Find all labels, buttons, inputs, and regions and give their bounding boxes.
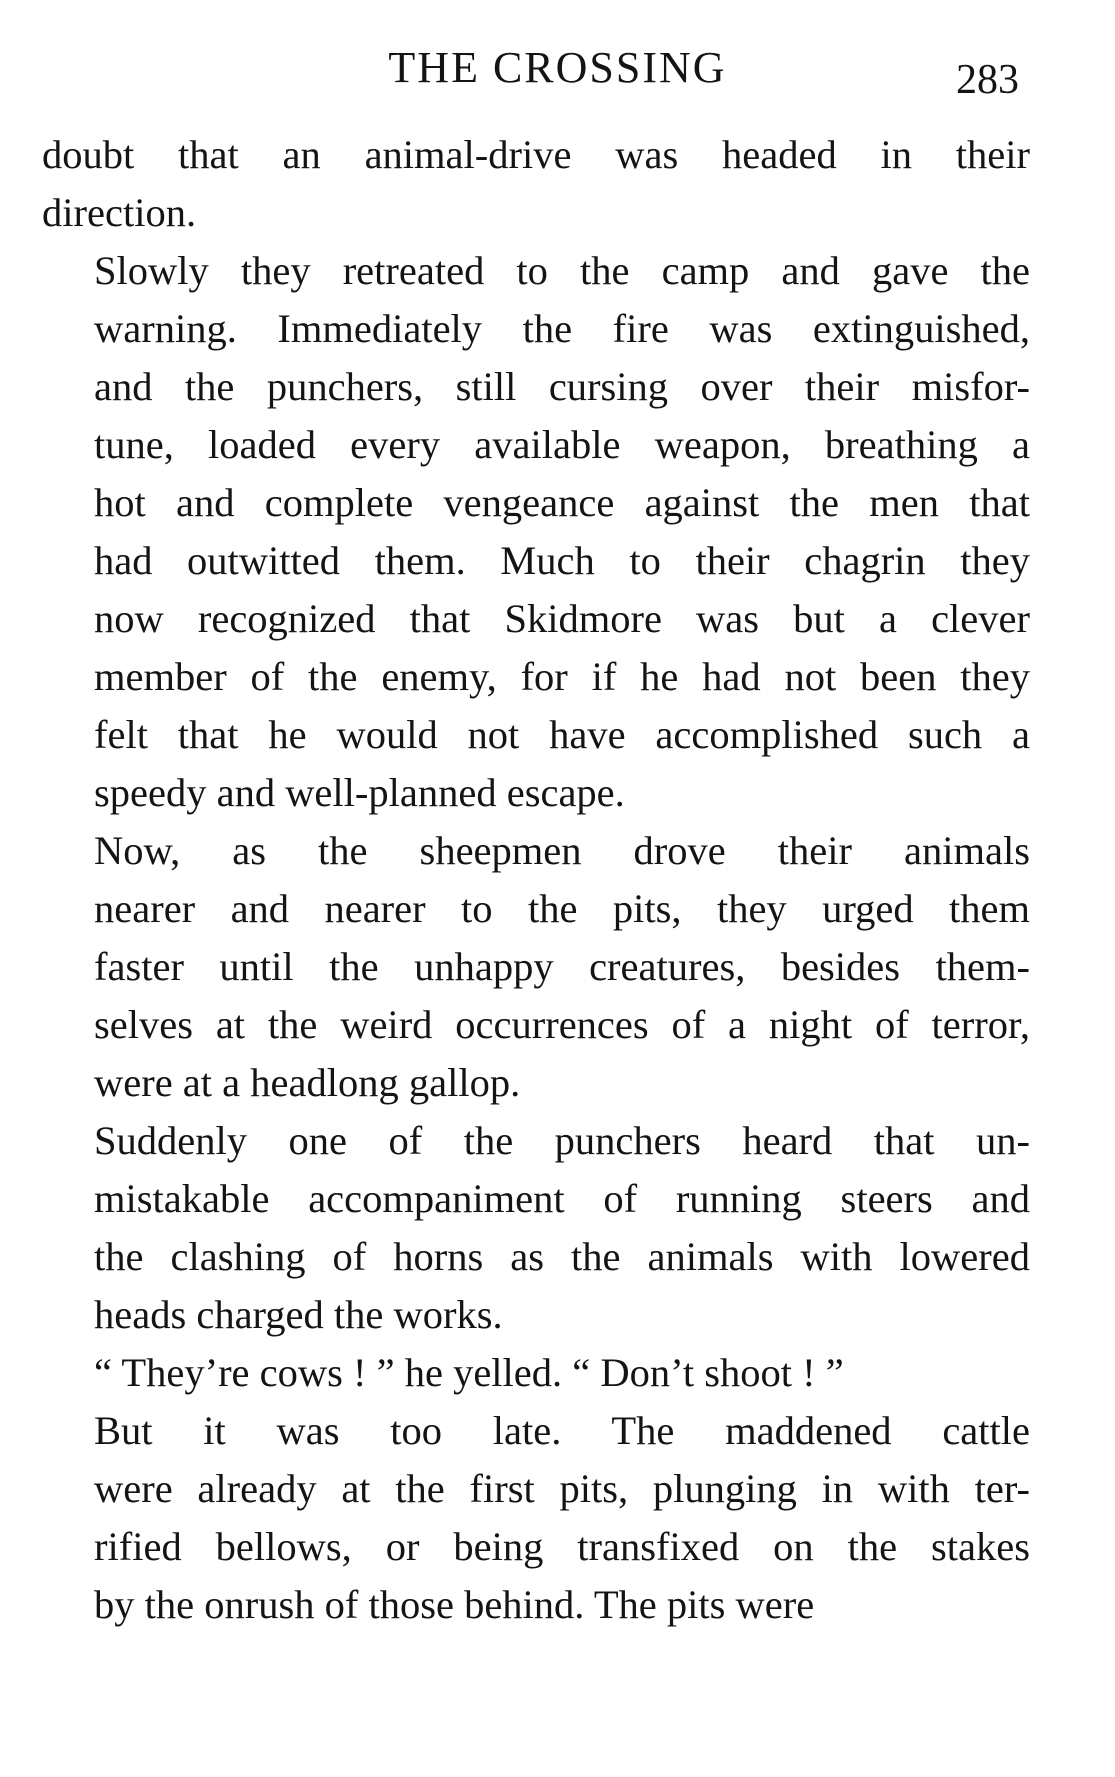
text-line: direction. <box>42 190 197 235</box>
text-line: hot and complete vengeance against the men that <box>94 480 1030 525</box>
chapter-title: THE CROSSING <box>388 43 727 92</box>
text-line: were at a headlong gallop. <box>94 1060 521 1105</box>
text-line: Suddenly one of the punchers heard that un- <box>94 1118 1030 1163</box>
text-line: felt that he would not have accomplished such a <box>94 712 1030 757</box>
paragraph <box>42 822 1030 1112</box>
text-line: the clashing of horns as the animals with lowered <box>94 1234 1030 1279</box>
text-line: faster until the unhappy creatures, besides them- <box>94 944 1030 989</box>
text-line: mistakable accompaniment of running steers and <box>94 1176 1030 1221</box>
text-line: But it was too late. The maddened cattle <box>94 1408 1030 1453</box>
text-line: Slowly they retreated to the camp and gave the <box>94 248 1030 293</box>
text-line: rified bellows, or being transfixed on the stakes <box>94 1524 1030 1569</box>
paragraph <box>42 126 1030 242</box>
text-line: by the onrush of those behind. The pits were <box>94 1582 815 1627</box>
text-line: speedy and well-planned escape. <box>94 770 625 815</box>
text-line: selves at the weird occurrences of a night of terror, <box>94 1002 1030 1047</box>
text-line: and the punchers, still cursing over their misfor- <box>94 364 1030 409</box>
page-number: 283 <box>956 57 1019 103</box>
text-line: nearer and nearer to the pits, they urged them <box>94 886 1030 931</box>
paragraph <box>42 1344 1030 1402</box>
text-line: doubt that an animal-drive was headed in their <box>42 132 1030 177</box>
paragraph <box>42 1402 1030 1634</box>
text-line: member of the enemy, for if he had not been they <box>94 654 1030 699</box>
paragraph <box>42 1112 1030 1344</box>
text-line: warning. Immediately the fire was extinguished, <box>94 306 1030 351</box>
paragraph <box>42 242 1030 822</box>
text-line: Now, as the sheepmen drove their animals <box>94 828 1030 873</box>
text-line: were already at the first pits, plunging in with ter- <box>94 1466 1030 1511</box>
text-line: “ They’re cows ! ” he yelled. “ Don’t shoot ! ” <box>94 1350 844 1395</box>
running-head <box>0 38 1115 103</box>
text-line: heads charged the works. <box>94 1292 503 1337</box>
body-text <box>42 126 1030 1634</box>
text-line: now recognized that Skidmore was but a clever <box>94 596 1030 641</box>
text-line: tune, loaded every available weapon, breathing a <box>94 422 1030 467</box>
text-line: had outwitted them. Much to their chagrin they <box>94 538 1030 583</box>
